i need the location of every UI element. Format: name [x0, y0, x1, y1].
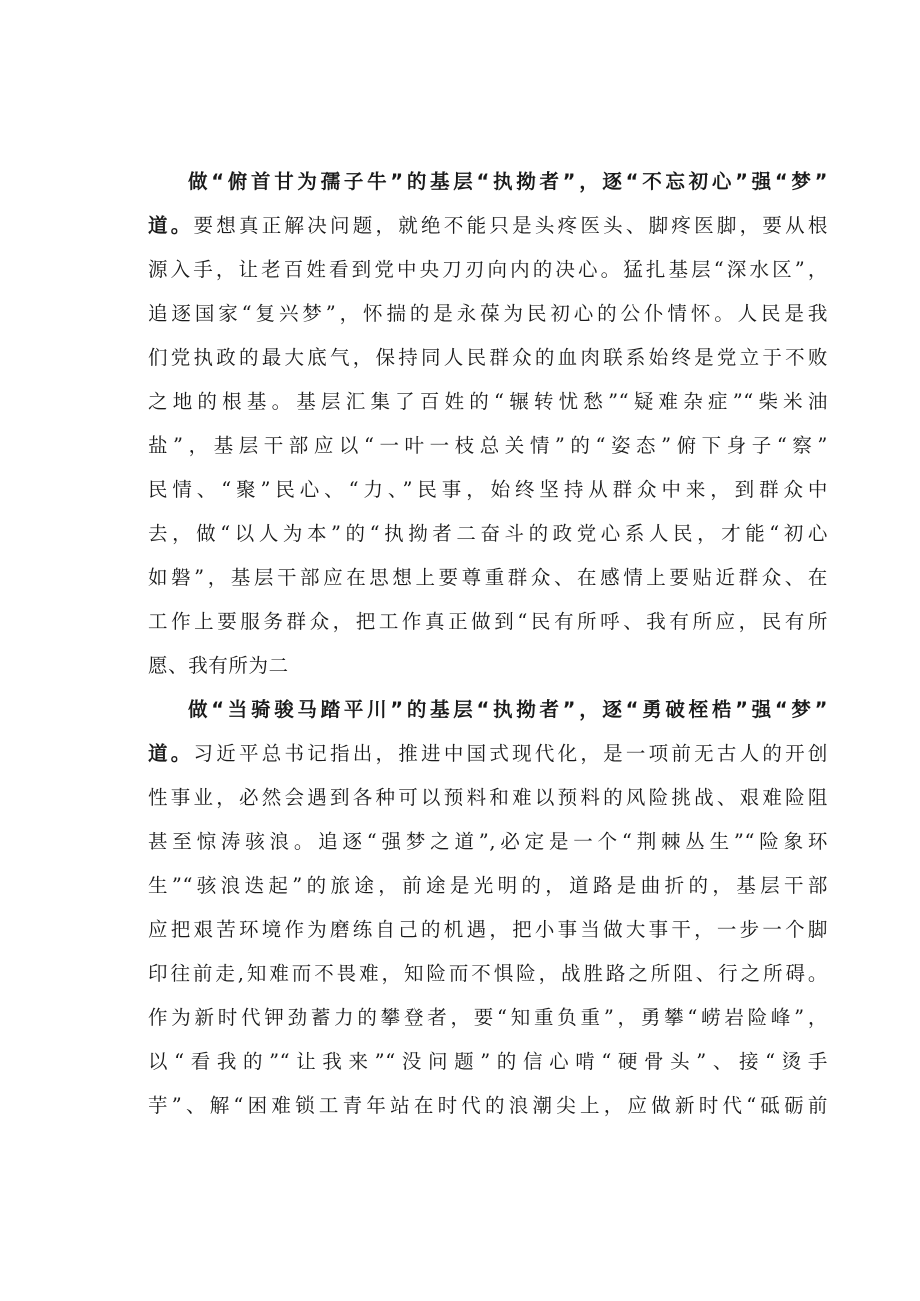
paragraph-1-line: 追逐国家“复兴梦”，怀揣的是永葆为民初心的公仆情怀。人民是我: [148, 302, 828, 325]
paragraph-1-heading: 做“俯首甘为孺子牛”的基层“执拗者”，逐“不忘初心”强“梦”: [188, 170, 828, 193]
paragraph-2-line: 芋”、解“困难锁工青年站在时代的浪潮尖上，应做新时代“砥砺前: [148, 1094, 828, 1117]
paragraph-2-line: 以“看我的”“让我来”“没问题”的信心啃“硬骨头”、接“烫手: [148, 1050, 828, 1073]
paragraph-1-line: 如磐”，基层干部应在思想上要尊重群众、在感情上要贴近群众、在: [148, 566, 828, 589]
paragraph-2-heading: 做“当骑骏马踏平川”的基层“执拗者”，逐“勇破桎梏”强“梦”: [188, 698, 828, 721]
paragraph-2-line: 作为新时代钾劲蓄力的攀登者，要“知重负重”，勇攀“崂岩险峰”，: [148, 1006, 828, 1029]
paragraph-1-line: 之地的根基。基层汇集了百姓的“辗转忧愁”“疑难杂症”“柴米油: [148, 390, 828, 413]
paragraph-2-heading-tail: 道。: [148, 742, 194, 765]
document-page: [148, 160, 828, 1128]
paragraph-1: [148, 160, 828, 688]
paragraph-1-line: 去，做“以人为本”的“执拗者二奋斗的政党心系人民，才能“初心: [148, 522, 828, 545]
paragraph-2-line: 印往前走,知难而不畏难，知险而不惧险，战胜路之所阻、行之所碍。: [148, 962, 828, 985]
paragraph-1-line: 源入手，让老百姓看到党中央刀刃向内的决心。猛扎基层“深水区”，: [148, 258, 828, 281]
paragraph-2-line-2: [148, 732, 828, 776]
paragraph-1-body-start: 要想真正解决问题，就绝不能只是头疼医头、脚疼医脚，要从根: [193, 214, 828, 237]
paragraph-1-line: 愿、我有所为二: [148, 654, 289, 677]
paragraph-2-line: 应把艰苦环境作为磨练自己的机遇，把小事当做大事干，一步一个脚: [148, 918, 828, 941]
paragraph-2-body-start: 习近平总书记指出，推进中国式现代化，是一项前无古人的开创: [193, 742, 828, 765]
paragraph-1-line: 民情、“聚”民心、“力、”民事，始终坚持从群众中来，到群众中: [148, 478, 828, 501]
paragraph-2-line: 甚至惊涛骇浪。追逐“强梦之道”,必定是一个“荆棘丛生”“险象环: [148, 830, 828, 853]
paragraph-1-line: 工作上要服务群众，把工作真正做到“民有所呼、我有所应，民有所: [148, 610, 828, 633]
paragraph-2: [148, 688, 828, 1128]
paragraph-1-line: 盐”，基层干部应以“一叶一枝总关情”的“姿态”俯下身子“察”: [148, 434, 828, 457]
paragraph-2-line: 性事业，必然会遇到各种可以预料和难以预料的风险挑战、艰难险阻: [148, 786, 828, 809]
paragraph-2-line: 生”“骇浪迭起”的旅途，前途是光明的，道路是曲折的，基层干部: [148, 874, 828, 897]
paragraph-1-line-2: [148, 204, 828, 248]
paragraph-1-line: 们党执政的最大底气，保持同人民群众的血肉联系始终是党立于不败: [148, 346, 828, 369]
paragraph-1-heading-tail: 道。: [148, 214, 194, 237]
